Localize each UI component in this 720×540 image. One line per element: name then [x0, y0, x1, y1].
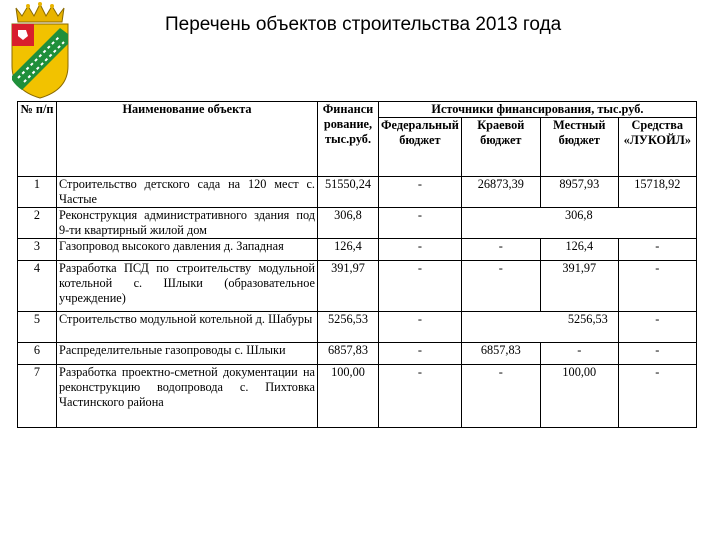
row-lukoil: 15718,92 [618, 177, 696, 208]
header-num: № п/п [18, 102, 57, 177]
row-regional: - [461, 261, 540, 312]
table-row [18, 365, 697, 428]
row-federal: - [379, 365, 462, 428]
row-local: 5256,53 [461, 312, 618, 343]
row-local: 8957,93 [540, 177, 618, 208]
header-regional: Краевой бюджет [461, 118, 540, 177]
row-finance: 6857,83 [318, 343, 379, 365]
row-finance: 100,00 [318, 365, 379, 428]
row-num: 2 [18, 208, 57, 239]
row-finance: 5256,53 [318, 312, 379, 343]
row-lukoil: - [618, 343, 696, 365]
row-federal: - [379, 343, 462, 365]
row-num: 3 [18, 239, 57, 261]
row-federal: - [379, 177, 462, 208]
table-row [18, 239, 697, 261]
header-federal: Федеральный бюджет [379, 118, 462, 177]
row-lukoil: - [618, 312, 696, 343]
page-title: Перечень объектов строительства 2013 года [165, 14, 562, 35]
row-local: 100,00 [540, 365, 618, 428]
objects-table [17, 101, 697, 428]
row-regional: - [461, 239, 540, 261]
row-num: 5 [18, 312, 57, 343]
row-num: 7 [18, 365, 57, 428]
row-num: 4 [18, 261, 57, 312]
row-federal: - [379, 312, 462, 343]
row-federal: - [379, 261, 462, 312]
row-name: Строительство детского сада на 120 мест с. Частые [57, 177, 318, 208]
row-finance: 126,4 [318, 239, 379, 261]
row-lukoil: - [618, 365, 696, 428]
row-finance: 306,8 [318, 208, 379, 239]
row-finance: 391,97 [318, 261, 379, 312]
header-sources: Источники финансирования, тыс.руб. [379, 102, 697, 118]
row-local: - [540, 343, 618, 365]
row-regional: 26873,39 [461, 177, 540, 208]
table-row [18, 343, 697, 365]
row-lukoil: - [618, 239, 696, 261]
row-name: Реконструкция административного здания под 9-ти квартирный жилой дом [57, 208, 318, 239]
table-row [18, 312, 697, 343]
row-num: 6 [18, 343, 57, 365]
row-local: 126,4 [540, 239, 618, 261]
row-federal: - [379, 239, 462, 261]
header-lukoil: Средства «ЛУКОЙЛ» [618, 118, 696, 177]
row-local: 306,8 [461, 208, 696, 239]
row-federal: - [379, 208, 462, 239]
table-row [18, 208, 697, 239]
row-name: Газопровод высокого давления д. Западная [57, 239, 318, 261]
table-row [18, 261, 697, 312]
row-name: Распределительные газопроводы с. Шлыки [57, 343, 318, 365]
row-finance: 51550,24 [318, 177, 379, 208]
header-finance: Финансирование, тыс.руб. [318, 102, 379, 177]
row-name: Разработка проектно-сметной документации на реконструкцию водопровода с. Пихтовка Частинского района [57, 365, 318, 428]
row-regional: - [461, 365, 540, 428]
table-row [18, 177, 697, 208]
row-name: Строительство модульной котельной д. Шабуры [57, 312, 318, 343]
header-local: Местный бюджет [540, 118, 618, 177]
row-num: 1 [18, 177, 57, 208]
row-name: Разработка ПСД по строительству модульной котельной с. Шлыки (образовательное учреждение) [57, 261, 318, 312]
coat-of-arms-emblem [8, 2, 72, 100]
row-lukoil: - [618, 261, 696, 312]
row-regional: 6857,83 [461, 343, 540, 365]
header-name: Наименование объекта [57, 102, 318, 177]
row-local: 391,97 [540, 261, 618, 312]
